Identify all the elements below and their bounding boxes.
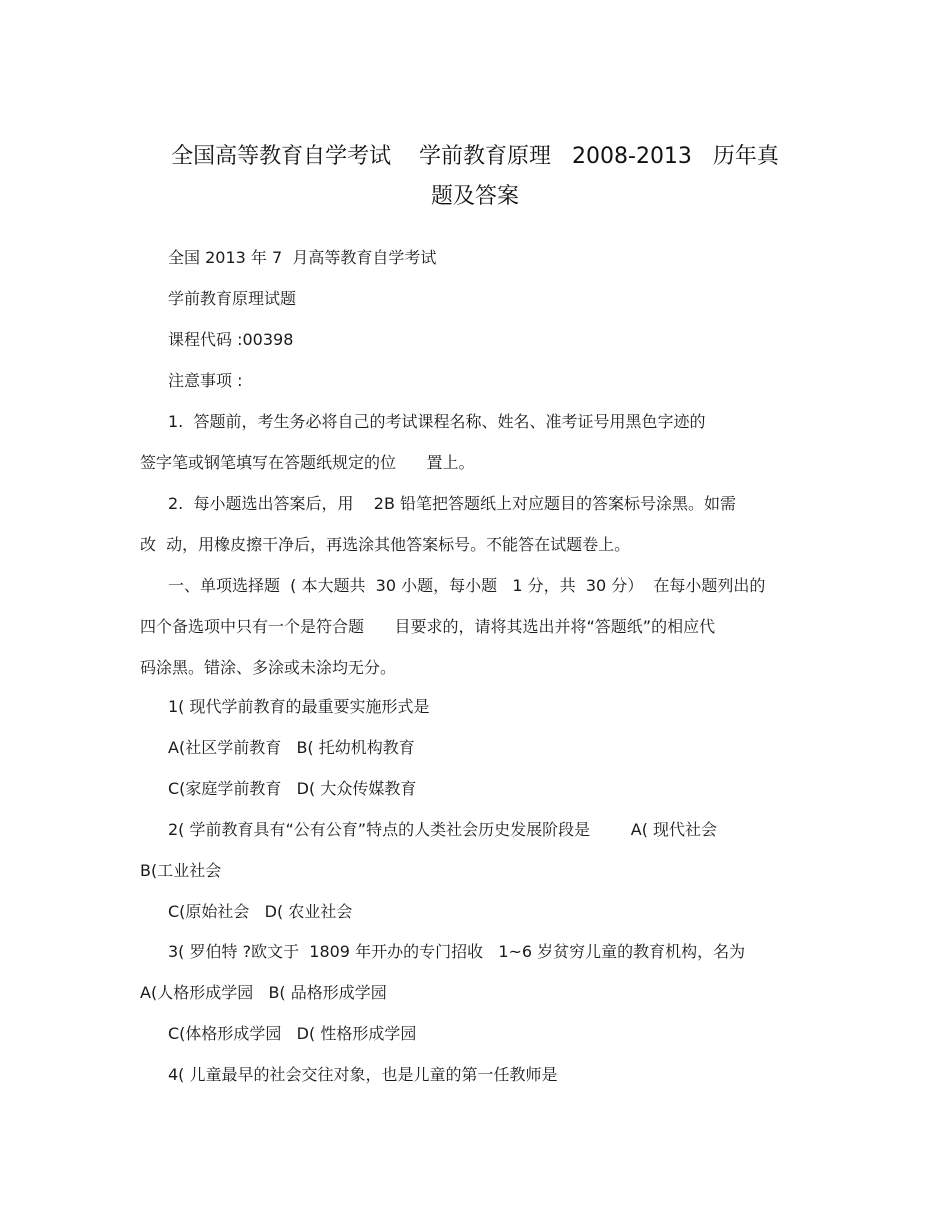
section-instructions-line-3: 码涂黑。错涂、多涂或未涂均无分。 bbox=[140, 658, 397, 677]
document-title-line-1: 全国高等教育自学考试 学前教育原理 2008-2013 历年真 bbox=[171, 144, 779, 169]
exam-session-line: 全国 2013 年 7 月高等教育自学考试 bbox=[168, 248, 437, 267]
question-1-options-cd: C(家庭学前教育 D( 大众传媒教育 bbox=[168, 779, 417, 798]
notice-item-2-line-1: 2. 每小题选出答案后，用 2B 铅笔把答题纸上对应题目的答案标号涂黑。如需 bbox=[168, 494, 737, 513]
notice-item-1-line-1: 1. 答题前，考生务必将自己的考试课程名称、姓名、准考证号用黑色字迹的 bbox=[168, 412, 706, 431]
question-4-stem: 4( 儿童最早的社会交往对象，也是儿童的第一任教师是 bbox=[168, 1065, 558, 1084]
question-3-options-ab: A(人格形成学园 B( 品格形成学园 bbox=[140, 983, 387, 1002]
question-3-stem: 3( 罗伯特 ?欧文于 1809 年开办的专门招收 1~6 岁贫穷儿童的教育机构，名为 bbox=[168, 942, 746, 961]
section-instructions-line-1: 一、单项选择题 ( 本大题共 30 小题，每小题 1 分，共 30 分） 在每小题列出的 bbox=[168, 576, 766, 595]
section-instructions-line-2: 四个备选项中只有一个是符合题 目要求的，请将其选出并将“答题纸”的相应代 bbox=[140, 617, 716, 636]
question-1-options-ab: A(社区学前教育 B( 托幼机构教育 bbox=[168, 738, 415, 757]
notice-heading: 注意事项 : bbox=[168, 371, 243, 390]
question-3-options-cd: C(体格形成学园 D( 性格形成学园 bbox=[168, 1024, 417, 1043]
exam-subject-line: 学前教育原理试题 bbox=[168, 289, 297, 308]
notice-item-1-line-2: 签字笔或钢笔填写在答题纸规定的位 置上。 bbox=[140, 453, 475, 472]
question-1-stem: 1( 现代学前教育的最重要实施形式是 bbox=[168, 697, 430, 716]
course-code-line: 课程代码 :00398 bbox=[168, 330, 294, 349]
question-2-options-cd: C(原始社会 D( 农业社会 bbox=[168, 902, 353, 921]
document-title-line-2: 题及答案 bbox=[430, 184, 519, 209]
question-2-option-b: B(工业社会 bbox=[140, 861, 222, 880]
notice-item-2-line-2: 改 动，用橡皮擦干净后，再选涂其他答案标号。不能答在试题卷上。 bbox=[140, 535, 631, 554]
question-2-stem: 2( 学前教育具有“公有公育”特点的人类社会历史发展阶段是 A( 现代社会 bbox=[168, 820, 718, 839]
